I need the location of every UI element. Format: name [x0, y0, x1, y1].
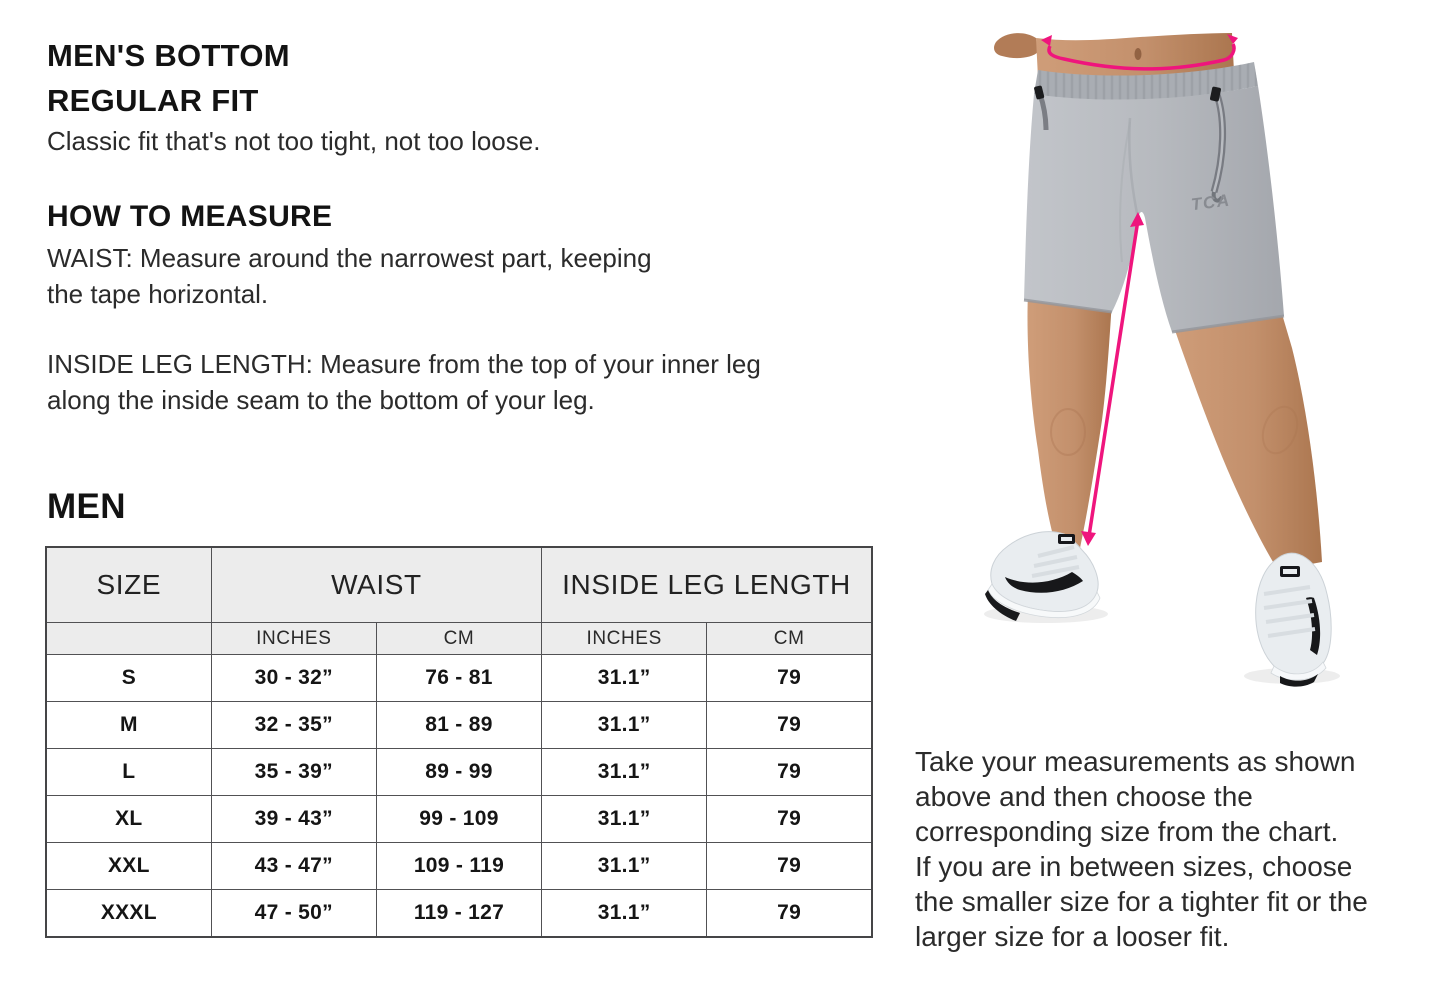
cell-leg-cm: 79 [707, 890, 872, 938]
cell-leg-inches: 31.1” [542, 796, 707, 843]
note-line: Take your measurements as shown [915, 746, 1356, 777]
size-chart-table [45, 546, 873, 938]
note-line: corresponding size from the chart. [915, 816, 1339, 847]
cell-size: M [46, 702, 211, 749]
cell-leg-inches: 31.1” [542, 655, 707, 702]
cell-waist-cm: 76 - 81 [376, 655, 541, 702]
page-title-line1: MEN'S BOTTOM [47, 38, 290, 73]
right-leg [1170, 314, 1322, 570]
unit-header-leg-inches: INCHES [542, 623, 707, 655]
shorts [1024, 62, 1284, 332]
cell-leg-inches: 31.1” [542, 702, 707, 749]
how-to-measure-heading: HOW TO MEASURE [47, 200, 333, 233]
unit-header-empty [46, 623, 211, 655]
unit-header-leg-cm: CM [707, 623, 872, 655]
fit-description: Classic fit that's not too tight, not too loose. [47, 126, 541, 156]
cell-size: S [46, 655, 211, 702]
cell-waist-inches: 47 - 50” [211, 890, 376, 938]
table-row [46, 702, 872, 749]
note-line: If you are in between sizes, choose [915, 851, 1353, 882]
inside-leg-instruction-line2: along the inside seam to the bottom of your leg. [47, 385, 595, 415]
tca-brand-logo: TCA [1190, 190, 1232, 215]
note-line: the smaller size for a tighter fit or the [915, 886, 1368, 917]
page-title [47, 33, 290, 123]
cell-waist-cm: 109 - 119 [376, 843, 541, 890]
cell-waist-inches: 32 - 35” [211, 702, 376, 749]
table-unit-row [46, 623, 872, 655]
legs [1027, 292, 1322, 570]
cell-waist-inches: 43 - 47” [211, 843, 376, 890]
left-leg [1027, 292, 1112, 548]
cell-waist-cm: 119 - 127 [376, 890, 541, 938]
inside-leg-instruction [47, 346, 761, 418]
cell-waist-inches: 30 - 32” [211, 655, 376, 702]
cell-waist-cm: 99 - 109 [376, 796, 541, 843]
note-line: larger size for a looser fit. [915, 921, 1230, 952]
note-line: above and then choose the [915, 781, 1253, 812]
table-row [46, 749, 872, 796]
cell-leg-cm: 79 [707, 655, 872, 702]
men-table-heading: MEN [47, 487, 126, 526]
left-shoe [984, 532, 1108, 623]
cell-leg-inches: 31.1” [542, 890, 707, 938]
cell-waist-cm: 89 - 99 [376, 749, 541, 796]
cell-leg-inches: 31.1” [542, 749, 707, 796]
table-row [46, 890, 872, 938]
cell-size: L [46, 749, 211, 796]
inside-leg-instruction-line1: INSIDE LEG LENGTH: Measure from the top of your inner leg [47, 349, 761, 379]
cell-leg-cm: 79 [707, 843, 872, 890]
cell-leg-cm: 79 [707, 796, 872, 843]
unit-header-waist-cm: CM [376, 623, 541, 655]
page-title-line2: REGULAR FIT [47, 83, 259, 118]
waist-instruction-line2: the tape horizontal. [47, 279, 269, 309]
man-photo [980, 0, 1445, 740]
cell-waist-cm: 81 - 89 [376, 702, 541, 749]
table-row [46, 655, 872, 702]
sizing-note [915, 744, 1368, 954]
cell-size: XL [46, 796, 211, 843]
navel [1135, 48, 1142, 60]
col-header-size: SIZE [46, 547, 211, 623]
cell-waist-inches: 35 - 39” [211, 749, 376, 796]
table-header-row [46, 547, 872, 623]
cell-size: XXL [46, 843, 211, 890]
col-header-inside-leg: INSIDE LEG LENGTH [542, 547, 872, 623]
table-row [46, 843, 872, 890]
table-row [46, 796, 872, 843]
cell-leg-cm: 79 [707, 749, 872, 796]
cell-leg-cm: 79 [707, 702, 872, 749]
cell-waist-inches: 39 - 43” [211, 796, 376, 843]
unit-header-waist-inches: INCHES [211, 623, 376, 655]
right-shoe [1244, 553, 1340, 687]
waist-instruction [47, 240, 652, 312]
col-header-waist: WAIST [211, 547, 541, 623]
inseam-arrow-bottom-icon [1081, 531, 1096, 546]
cell-size: XXXL [46, 890, 211, 938]
cell-leg-inches: 31.1” [542, 843, 707, 890]
waist-instruction-line1: WAIST: Measure around the narrowest part, keeping [47, 243, 652, 273]
